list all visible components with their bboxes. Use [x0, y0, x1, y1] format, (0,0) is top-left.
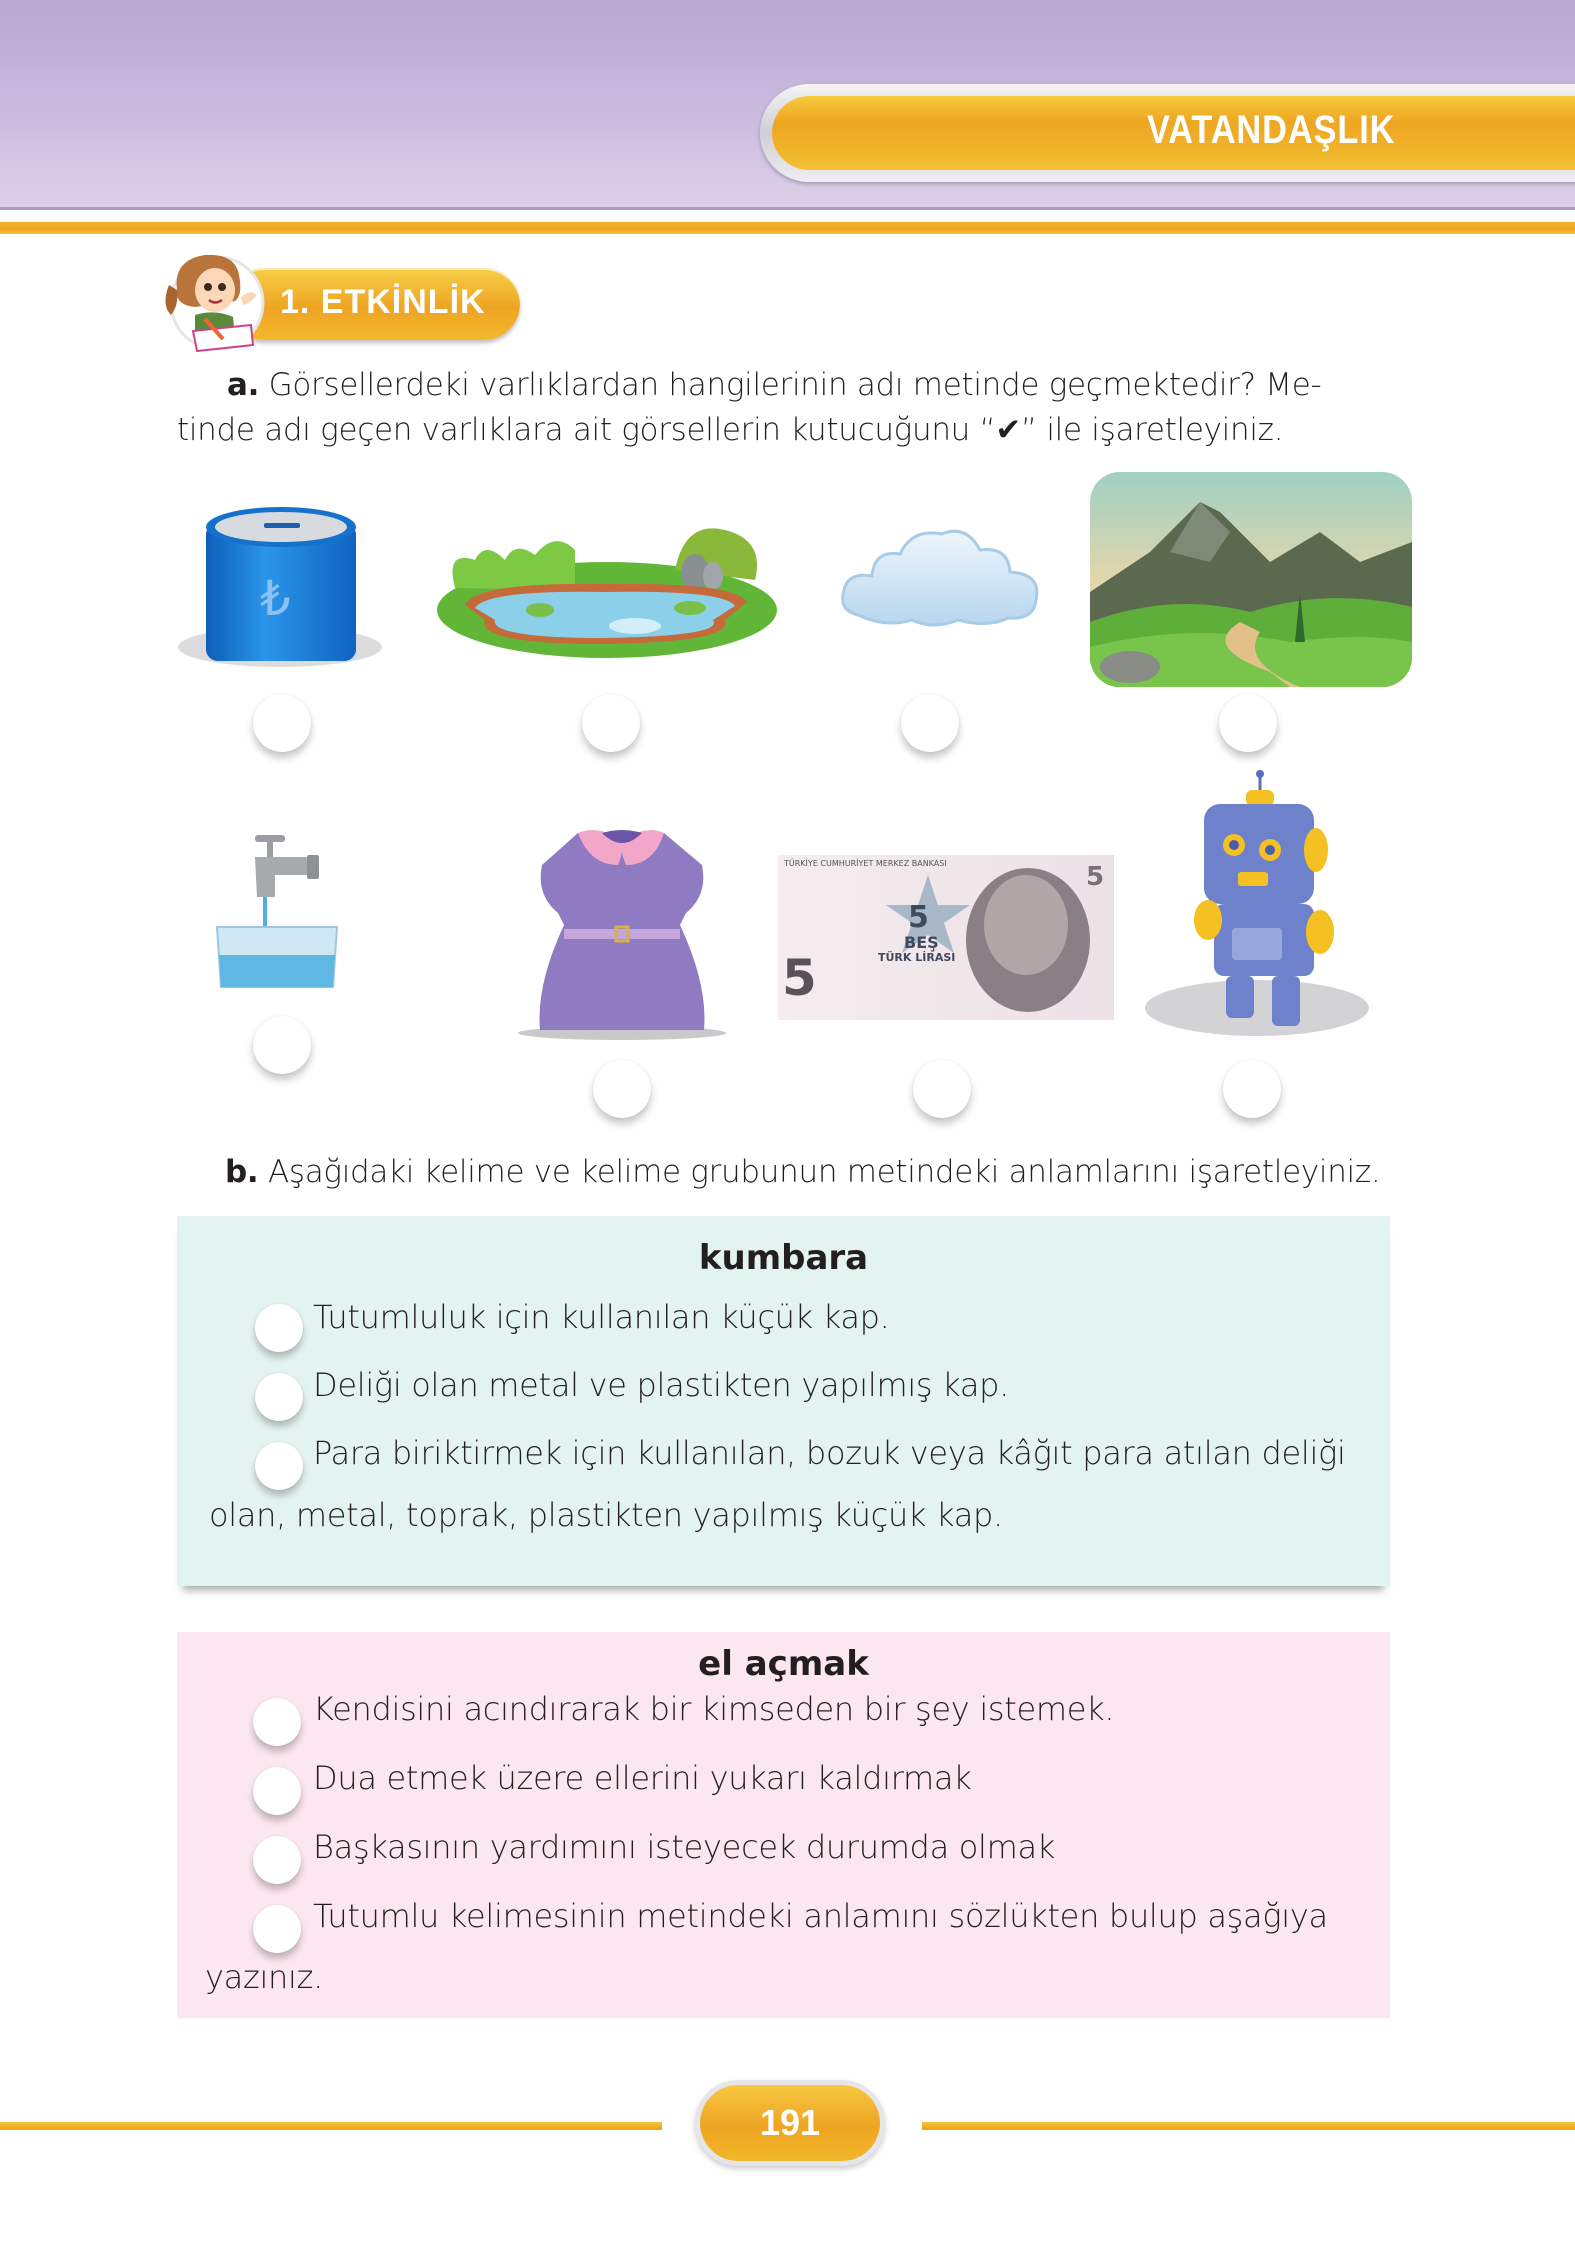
instruction-a-line1: Görsellerdeki varlıklardan hangilerinin adı metinde geçmektedir? Me- [268, 367, 1322, 403]
page-number: 191 [759, 2102, 821, 2143]
banknote-value: 5 [908, 900, 929, 935]
term-title: kumbara [698, 1238, 869, 1278]
header-orange-stripe [0, 222, 1575, 234]
checkbox-faucet-water[interactable] [253, 1016, 311, 1074]
cloud-icon [838, 520, 1043, 630]
option-radio-el-acmak-4[interactable] [253, 1905, 301, 1953]
activity-label: 1. ETKİNLİK [280, 283, 486, 321]
instruction-a [177, 363, 1397, 453]
dress-icon [518, 825, 726, 1040]
option-text-continuation: olan, metal, toprak, plastikten yapılmış küçük kap. [209, 1496, 1003, 1534]
option-radio-el-acmak-2[interactable] [253, 1767, 301, 1815]
section-title: VATANDAŞLIK [1147, 108, 1396, 152]
banknote-header: TÜRKİYE CUMHURİYET MERKEZ BANKASI [784, 859, 947, 868]
checkbox-banknote[interactable] [913, 1060, 971, 1118]
piggy-bank-icon [176, 505, 384, 670]
robot-icon [1142, 770, 1372, 1040]
svg-text:5: 5 [1086, 862, 1105, 892]
pond-icon [435, 510, 780, 660]
mountain-landscape-icon [1090, 472, 1412, 687]
checkbox-cloud[interactable] [901, 694, 959, 752]
svg-text:5: 5 [782, 949, 817, 1007]
checkbox-dress[interactable] [593, 1060, 651, 1118]
checkmark-icon: ✔ [995, 412, 1022, 448]
instruction-a-line2-start: tinde adı geçen varlıklara ait görsellerin kutucuğunu “ [177, 412, 996, 448]
banknote-icon [778, 855, 1114, 1020]
option-radio-kumbara-2[interactable] [255, 1373, 303, 1421]
option-radio-el-acmak-3[interactable] [253, 1836, 301, 1884]
girl-writing-icon [155, 245, 275, 355]
banknote-currency: TÜRK LİRASI [878, 951, 956, 964]
option-text: Tutumlu kelimesinin metindeki anlamını sözlükten bulup aşağıya [313, 1897, 1328, 1935]
term-title: el açmak [698, 1644, 869, 1684]
instruction-b [225, 1150, 1405, 1195]
term-box-el-acmak [177, 1632, 1390, 2018]
option-radio-el-acmak-1[interactable] [253, 1698, 301, 1746]
option-radio-kumbara-3[interactable] [255, 1442, 303, 1490]
header-divider [0, 210, 1575, 222]
checkbox-piggy-bank[interactable] [253, 694, 311, 752]
option-text: Başkasının yardımını isteyecek durumda olmak [313, 1828, 1056, 1866]
banknote-word: BEŞ [904, 933, 939, 952]
page-number-badge [700, 2085, 880, 2161]
instruction-b-text: Aşağıdaki kelime ve kelime grubunun metindeki anlamlarını işaretleyiniz. [267, 1154, 1381, 1190]
faucet-water-icon [215, 835, 345, 990]
option-text: Para biriktirmek için kullanılan, bozuk veya kâğıt para atılan deliği [313, 1434, 1346, 1472]
option-radio-kumbara-1[interactable] [255, 1304, 303, 1352]
instruction-a-line2-end: ” ile işaretleyiniz. [1021, 412, 1284, 448]
option-text: Dua etmek üzere ellerini yukarı kaldırmak [313, 1759, 972, 1797]
option-text: Tutumluluk için kullanılan küçük kap. [313, 1298, 890, 1336]
svg-text:₺: ₺ [260, 571, 291, 627]
checkbox-mountain-landscape[interactable] [1219, 694, 1277, 752]
option-text: Kendisini acındırarak bir kimseden bir şey istemek. [313, 1690, 1115, 1728]
marker-a: a. [227, 367, 260, 403]
term-box-kumbara [177, 1216, 1390, 1586]
section-banner [772, 96, 1575, 170]
banknote-art [778, 855, 1114, 1020]
option-text-continuation: yazınız. [205, 1958, 323, 1996]
marker-b: b. [225, 1154, 259, 1190]
option-text: Deliği olan metal ve plastikten yapılmış kap. [313, 1366, 1010, 1404]
checkbox-pond[interactable] [582, 694, 640, 752]
footer-line-right [922, 2122, 1575, 2130]
checkbox-robot[interactable] [1223, 1060, 1281, 1118]
footer-line-left [0, 2122, 662, 2130]
